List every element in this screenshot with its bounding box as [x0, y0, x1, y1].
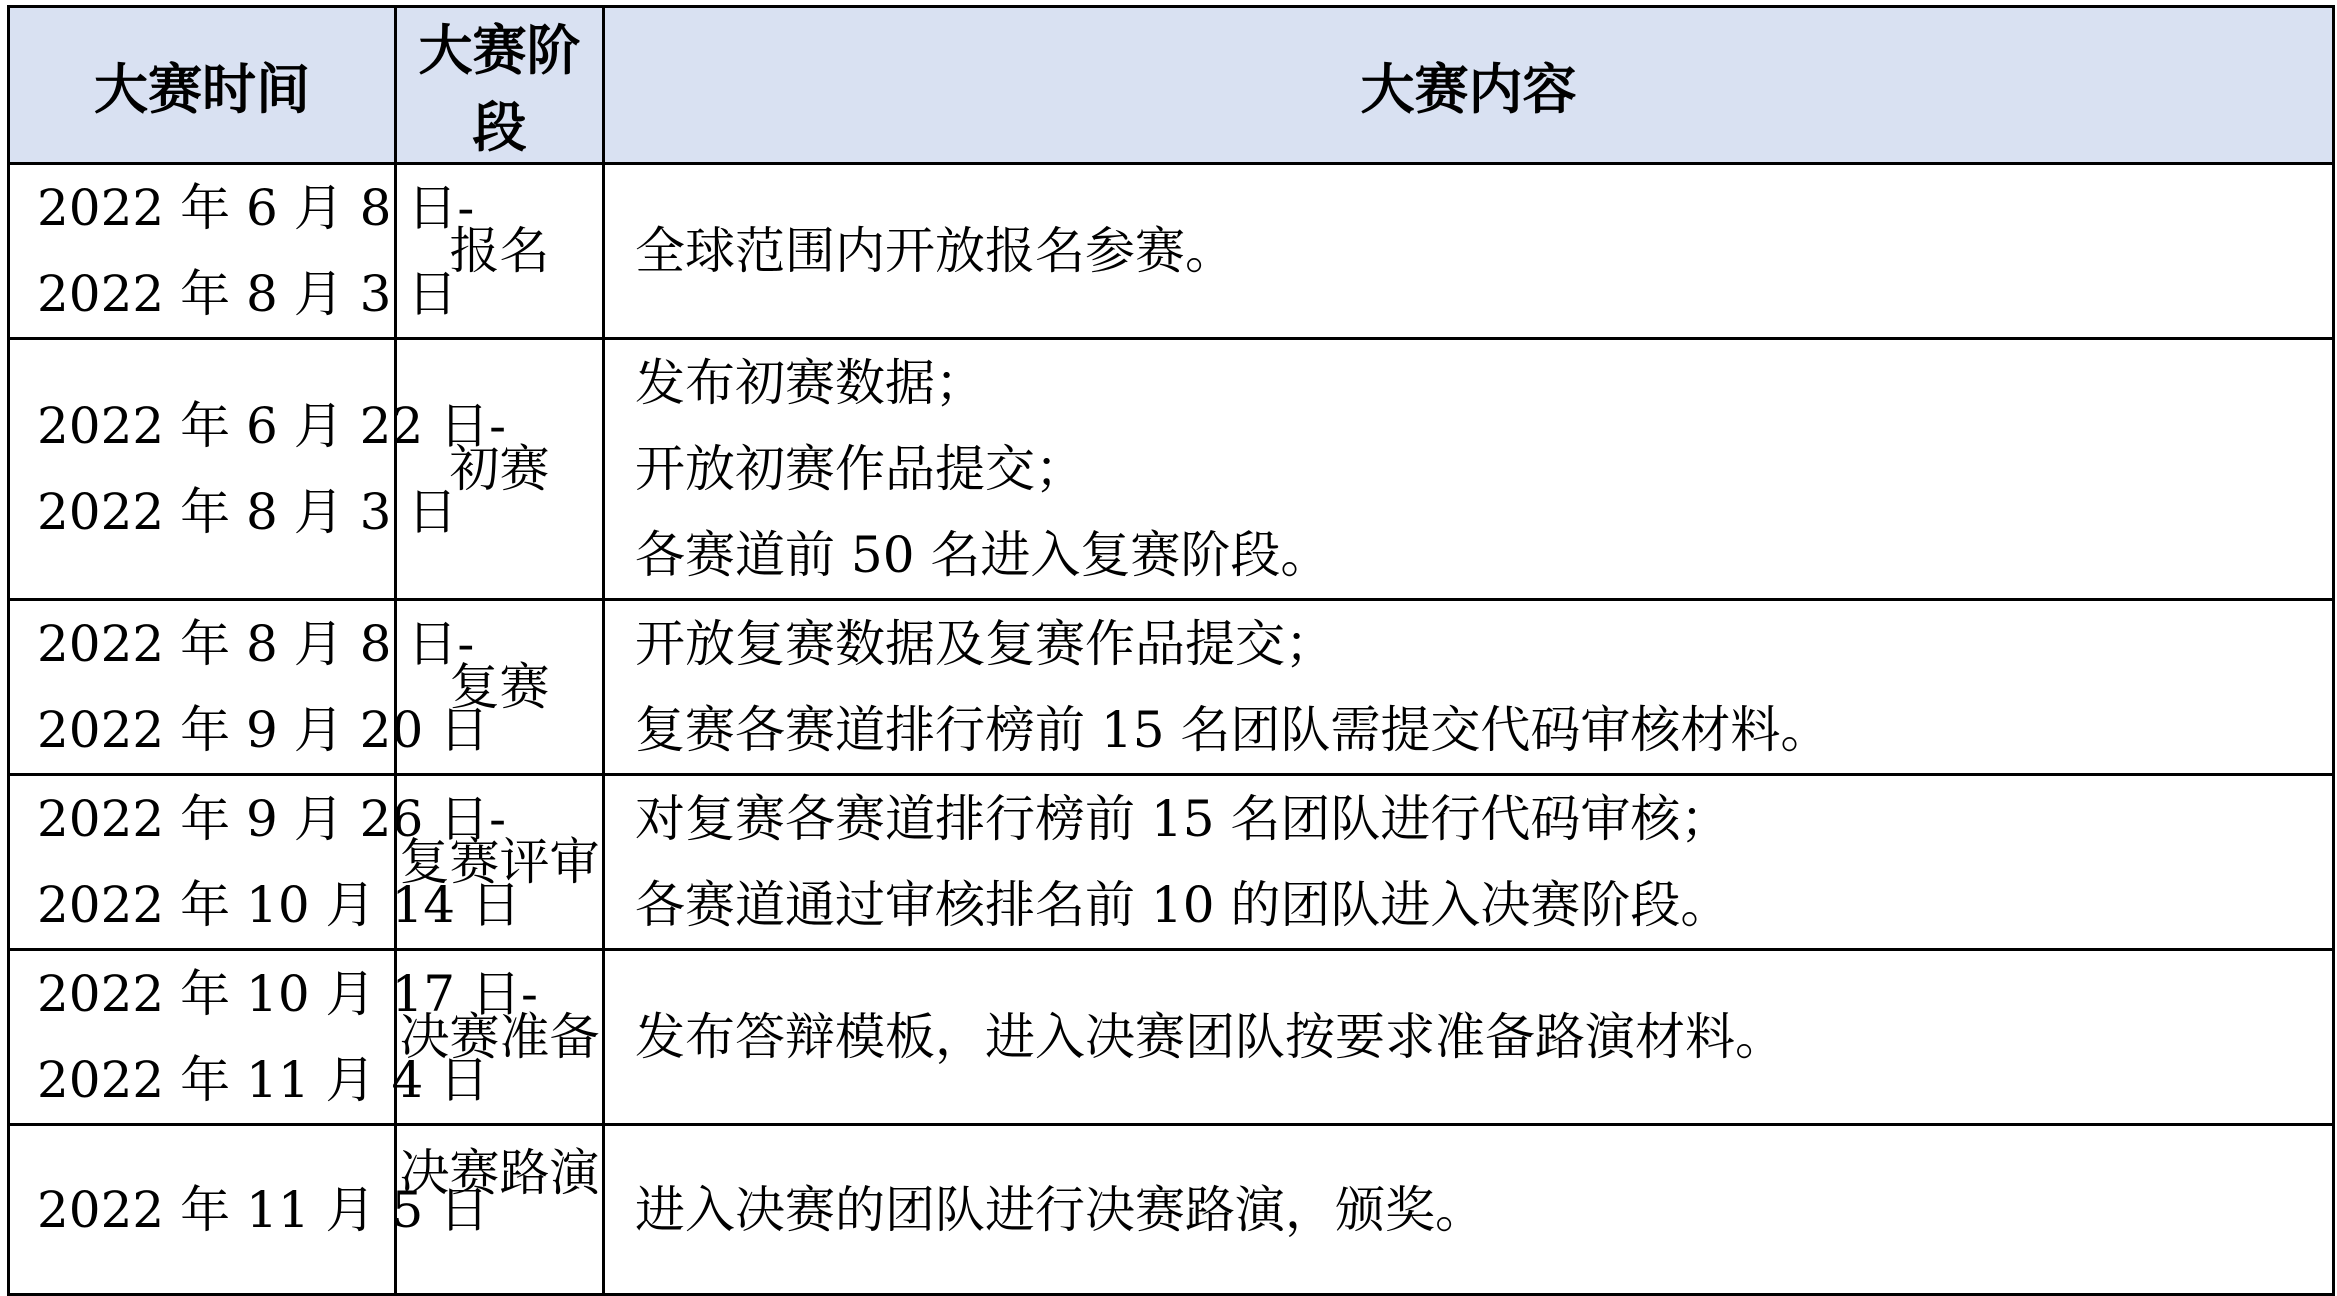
- stage-cell: 决赛路演: [396, 1125, 604, 1295]
- schedule-table: [7, 5, 2335, 1296]
- content-line: 发布答辩模板，进入决赛团队按要求准备路演材料。: [635, 1008, 1785, 1066]
- time-line: 2022 年 11 月 4 日: [37, 1051, 490, 1109]
- content-line: 全球范围内开放报名参赛。: [635, 222, 1235, 280]
- time-line: 2022 年 6 月 8 日-: [37, 179, 475, 237]
- time-cell: [9, 1125, 490, 1295]
- table-row: [9, 600, 2334, 775]
- time-line: 2022 年 10 月 17 日-: [37, 965, 538, 1023]
- header-stage: 大赛阶段: [396, 7, 604, 164]
- content-line: 开放初赛作品提交；: [635, 440, 1085, 498]
- time-line: 2022 年 6 月 22 日-: [37, 397, 507, 455]
- table-row: [9, 339, 2334, 600]
- time-line: 2022 年 8 月 3 日: [37, 483, 458, 541]
- content-line: 对复赛各赛道排行榜前 15 名团队进行代码审核；: [635, 790, 1731, 848]
- header-time: 大赛时间: [9, 7, 396, 164]
- content-cell: [604, 600, 2334, 775]
- time-line: 2022 年 9 月 20 日: [37, 701, 490, 759]
- time-cell: [9, 600, 490, 775]
- table-row: [9, 1125, 2334, 1295]
- header-row: [9, 7, 2334, 164]
- time-cell: [9, 164, 475, 339]
- content-cell: [604, 164, 2334, 339]
- stage-cell: 复赛评审: [396, 775, 604, 950]
- content-line: 发布初赛数据；: [635, 354, 985, 412]
- time-line: 2022 年 10 月 14 日: [37, 876, 521, 934]
- stage-cell: 复赛: [396, 600, 604, 775]
- time-line: 2022 年 11 月 5 日: [37, 1180, 490, 1239]
- time-line: 2022 年 8 月 8 日-: [37, 615, 475, 673]
- content-line: 各赛道通过审核排名前 10 的团队进入决赛阶段。: [635, 876, 1731, 934]
- content-line: 复赛各赛道排行榜前 15 名团队需提交代码审核材料。: [635, 701, 1831, 759]
- table-row: [9, 950, 2334, 1125]
- table-row: [9, 775, 2334, 950]
- time-line: 2022 年 9 月 26 日-: [37, 790, 507, 848]
- stage-cell: 报名: [396, 164, 604, 339]
- content-cell: [604, 1125, 2334, 1295]
- content-line: 开放复赛数据及复赛作品提交；: [635, 615, 1335, 673]
- content-cell: [604, 950, 2334, 1125]
- content-line: 进入决赛的团队进行决赛路演，颁奖。: [635, 1180, 1485, 1239]
- stage-cell: 决赛准备: [396, 950, 604, 1125]
- content-cell: [604, 775, 2334, 950]
- content-line: 各赛道前 50 名进入复赛阶段。: [635, 526, 1331, 584]
- header-content: 大赛内容: [604, 7, 2334, 164]
- content-cell: [604, 339, 2334, 600]
- table-row: [9, 164, 2334, 339]
- time-line: 2022 年 8 月 3 日: [37, 265, 458, 323]
- stage-cell: 初赛: [396, 339, 604, 600]
